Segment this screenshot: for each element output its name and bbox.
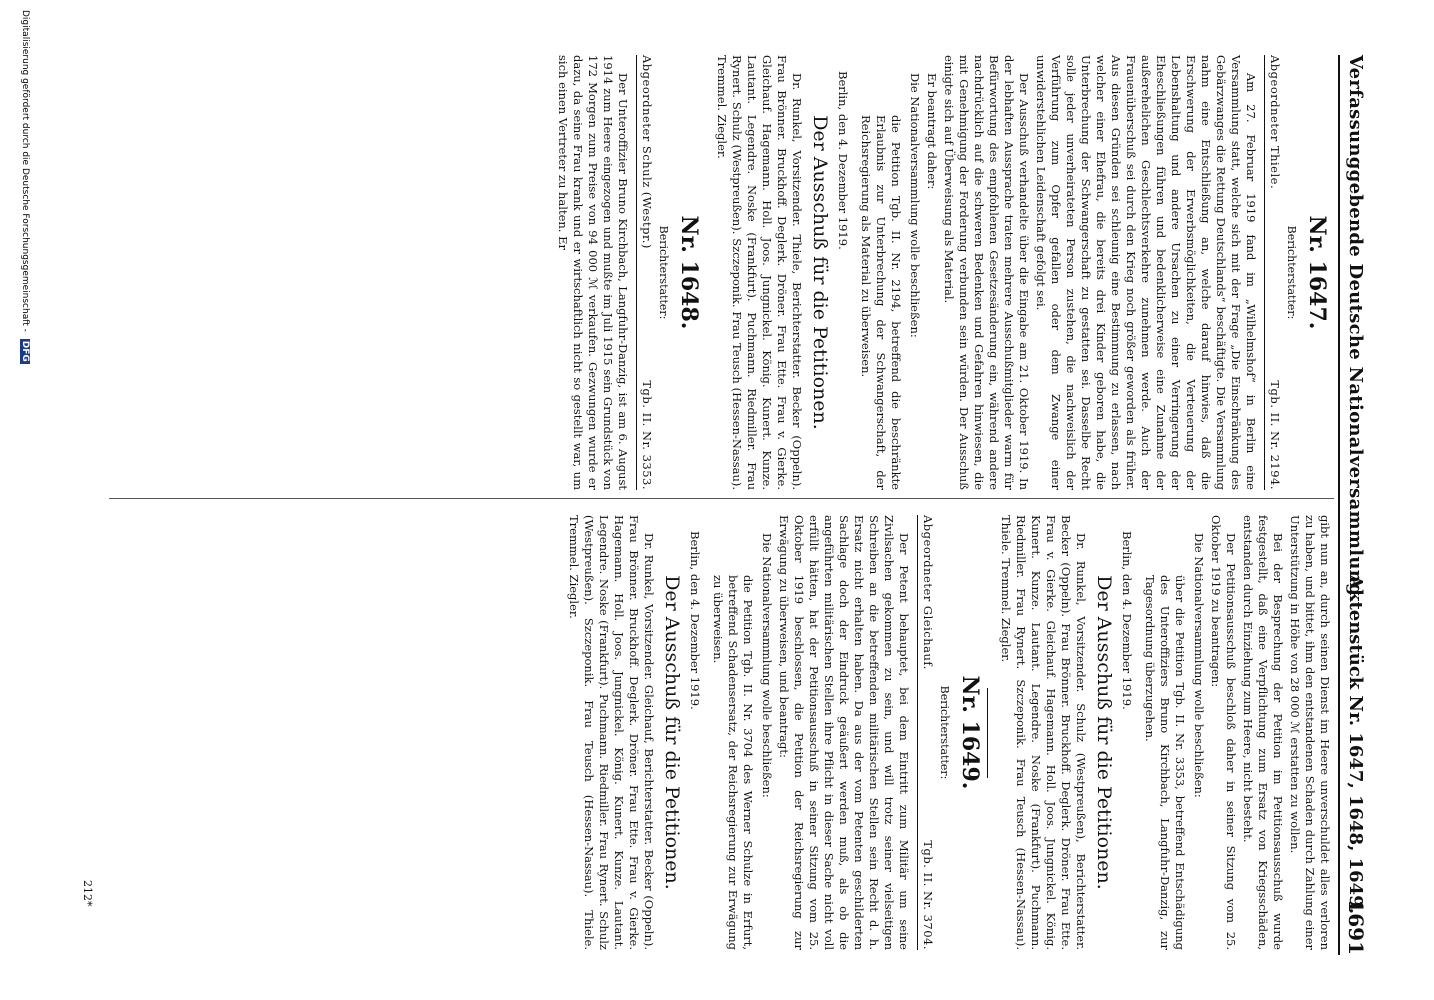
motion-text: die Petition Tgb. II. Nr. 2194, betreffend die beschränkte Erlaubnis zur Unterbrechung der Schwangerschaft, der Reichsregierung als Material zu überweisen. [859, 115, 903, 490]
reporter-name: Abgeordneter Thiele. [1268, 55, 1282, 190]
date-line: Berlin, den 4. Dezember 1919. [1120, 531, 1134, 710]
paragraph: Der Unteroffizier Bruno Kirchbach, Langfuhr-Danzig, ist am 6. August 1914 zum Heere eingezogen und mußte im Juli 1915 sein Grundstück von 172 Morgen zum Preise von 94 000 ℳ verkaufen. Gezwungen wurde er dazu, da seine Frau krank und er wirtschaftlich nicht so gestellt war, um sich einen Vertreter zu halten. Er [556, 55, 630, 490]
resolution-intro: Die Nationalversammlung wolle beschließen: [908, 73, 922, 338]
running-title: Verfassunggebende Deutsche Nationalversammlung. [1345, 55, 1366, 603]
motion-intro: Er beantragt daher: [925, 73, 939, 190]
committee-title: Der Ausschuß für die Petitionen. [809, 115, 831, 430]
motion-text: die Petition Tgb. II. Nr. 3704 des Werner Schulze in Erfurt, betreffend Schadensersatz, der Reichsregierung zur Erwägung zu überweisen. [711, 575, 755, 950]
paragraph: Am 27. Februar 1919 fand im „Wilhelmshof“ in Berlin eine Versammlung statt, welche sich mit der Frage „Die Einschränkung des Gebärzwanges die Rettung Deutschlands“ beschäftigte. Die Versammlung nahm eine Entschließung an, welche darauf hinwies, daß die Erschwerung der Erwerbsmöglichkeiten, die Verteuerung der Lebenshaltung und andere Ursachen zu einer Verringerung der Eheschließungen führen und bedenklicherweise eine Zunahme der außerehelichen Geschlechtsverkehre zunehmen werde. Auch der Frauenüberschuß sei durch den Krieg noch größer geworden als früher. Aus diesen Gründen sei schleunig eine Bestimmung zu erlassen, nach welcher einer Ehefrau, die bereits drei Kinder geboren habe, die Unterbrechung der Schwangerschaft zu gestatten sei. Dasselbe Recht solle jeder unverheirateten Person zustehen, die nachweislich der Verführung zum Opfer gefallen oder dem Zwange einer unwiderstehlichen Leidenschaft gefolgt sei. [1034, 55, 1258, 490]
committee-title: Der Ausschuß für die Petitionen. [661, 575, 683, 890]
signature-mark: 212* [81, 880, 94, 907]
resolution-intro: Die Nationalversammlung wolle beschließen: [1192, 533, 1206, 798]
committee-members: Dr. Runkel, Vorsitzender. Gleichauf, Berichterstatter. Becker (Oppeln). Frau Brönner. Bruckhoff. Deglerk. Dröner. Frau Ette. Frau v. Gierke. Hagemann. Holl. Joos. Jungnickel. König. Kunert. Kunze. Lautant. Legendre. Noske (Frankfurt). Puchmann. Riedmiller. Frau Rynert. Schulz (Westpreußen). Szczeponik. Frau Teusch (Hessen-Nassau). Thiele. Tremmel. Ziegler. [567, 515, 656, 950]
section-divider [987, 688, 988, 778]
paragraph: Bei der Besprechung der Petition im Petitionsausschuß wurde festgestellt, daß eine Verpflichtung zum Ersatz von Kriegsschäden, entstanden durch Einziehung zum Heere, nicht besteht. [1241, 515, 1285, 950]
paragraph: Der Ausschuß verhandelte über die Eingabe am 21. Oktober 1919. In der lebhaften Aussprache traten mehrere Ausschußmitglieder warm für Befürwortung des empfohlenen Gesetzesänderung ein, während andere nachdrücklich auf die schweren Bedenken und Gefahren hinwiesen, die mit Genehmigung der Forderung verbunden sein würden. Der Ausschuß einigte sich auf Überweisung als Material. [942, 55, 1031, 490]
journal-ref: Tgb. II. Nr. 3353. [640, 380, 654, 490]
motion-text: über die Petition Tgb. II. Nr. 3353, betreffend Entschädigung des Unteroffiziers Bruno Kirchbach, Langfuhr-Danzig, zur Tagesordnung überzugehen. [1143, 575, 1187, 950]
paragraph: Der Petitionsausschuß beschloß daher in seiner Sitzung vom 25. Oktober 1919 zu beantragen: [1209, 515, 1238, 950]
resolution-intro: Die Nationalversammlung wolle beschließen: [760, 533, 774, 798]
document-reference: Aktenstück Nr. 1647, 1648, 1649. [1345, 575, 1366, 914]
reporter-name: Abgeordneter Schulz (Westpr.) [640, 55, 654, 249]
credit-text: Digitalisierung gefördert durch die Deutsche Forschungsgemeinschaft - [20, 10, 30, 332]
reporter-line [1264, 55, 1282, 490]
left-column [553, 55, 1332, 490]
dfg-logo: DFG [20, 340, 30, 362]
page-header [1338, 55, 1368, 955]
column-divider [109, 498, 1334, 499]
reporter-line [636, 55, 654, 490]
reporter-line [917, 515, 935, 950]
date-line: Berlin, den 4. Dezember 1919. [688, 531, 702, 710]
committee-members: Dr. Runkel, Vorsitzender. Thiele, Berichterstatter. Becker (Oppeln). Frau Brönner. Bruckhoff. Deglerk. Dröner. Frau Ette. Frau v. Gierke. Gleichauf. Hagemann. Holl. Joos. Jungnickel. König. Kunert. Kunze. Lautant. Legendre. Noske (Frankfurt). Puchmann. Riedmiller. Frau Rynert. Schulz (Westpreußen). Szczeponik. Frau Teusch (Hessen-Nassau). Tremmel. Ziegler. [715, 55, 804, 490]
date-line: Berlin, den 4. Dezember 1919. [836, 71, 850, 250]
journal-ref: Tgb. II. Nr. 2194. [1268, 380, 1282, 490]
reporter-label: Berichterstatter: [938, 685, 951, 780]
paragraph: Der Petent behauptet, bei dem Eintritt zum Militär um seine Zivilsachen gekommen zu sein, und will trotz seiner vielseitigen Schreiben an die betreffenden militärischen Stellen sein Recht d. h. Ersatz nicht erhalten haben. Da aus der vom Petenten geschilderten Sachlage doch der Eindruck geäußert werden muß, als ob die angeführten militärischen Stellen ihre Pflicht in dieser Sache nicht voll erfüllt hätten, hat der Petitionsausschuß in seiner Sitzung vom 25. Oktober 1919 beschlossen, die Petition der Reichsregierung zur Erwägung zu überweisen, und beantragt: [777, 515, 911, 950]
heading-nr-1649: Nr. 1649. [957, 675, 983, 790]
reporter-label: Berichterstatter: [657, 225, 670, 320]
committee-members: Dr. Runkel, Vorsitzender. Schulz (Westpreußen), Berichterstatter. Becker (Oppeln). Frau Brönner. Bruckhoff. Deglerk. Dröner. Frau Ette. Frau v. Gierke. Gleichauf. Hagemann. Holl. Joos. Jungnickel. König. Kunert. Kunze. Lautant. Legendre. Noske (Frankfurt). Puchmann. Riedmiller. Frau Rynert. Szczeponik. Frau Teusch (Hessen-Nassau). Thiele. Tremmel. Ziegler. [999, 515, 1088, 950]
heading-nr-1647: Nr. 1647. [1304, 215, 1330, 330]
digitization-credit [20, 10, 30, 990]
right-column [566, 515, 1332, 950]
committee-title: Der Ausschuß für die Petitionen. [1093, 575, 1115, 890]
reporter-name: Abgeordneter Gleichauf. [921, 515, 935, 670]
page-number: 1691 [1344, 899, 1368, 955]
heading-nr-1648: Nr. 1648. [676, 215, 702, 330]
reporter-label: Berichterstatter: [1285, 225, 1298, 320]
journal-ref: Tgb. II. Nr. 3704. [921, 840, 935, 950]
paragraph: gibt nun an, durch seinen Dienst im Heere unverschuldet alles verloren zu haben, und bittet, ihm den entstandenen Schaden durch Zahlung einer Unterstützung in Höhe von 28 000 ℳ erstatten zu wollen. [1288, 515, 1332, 950]
